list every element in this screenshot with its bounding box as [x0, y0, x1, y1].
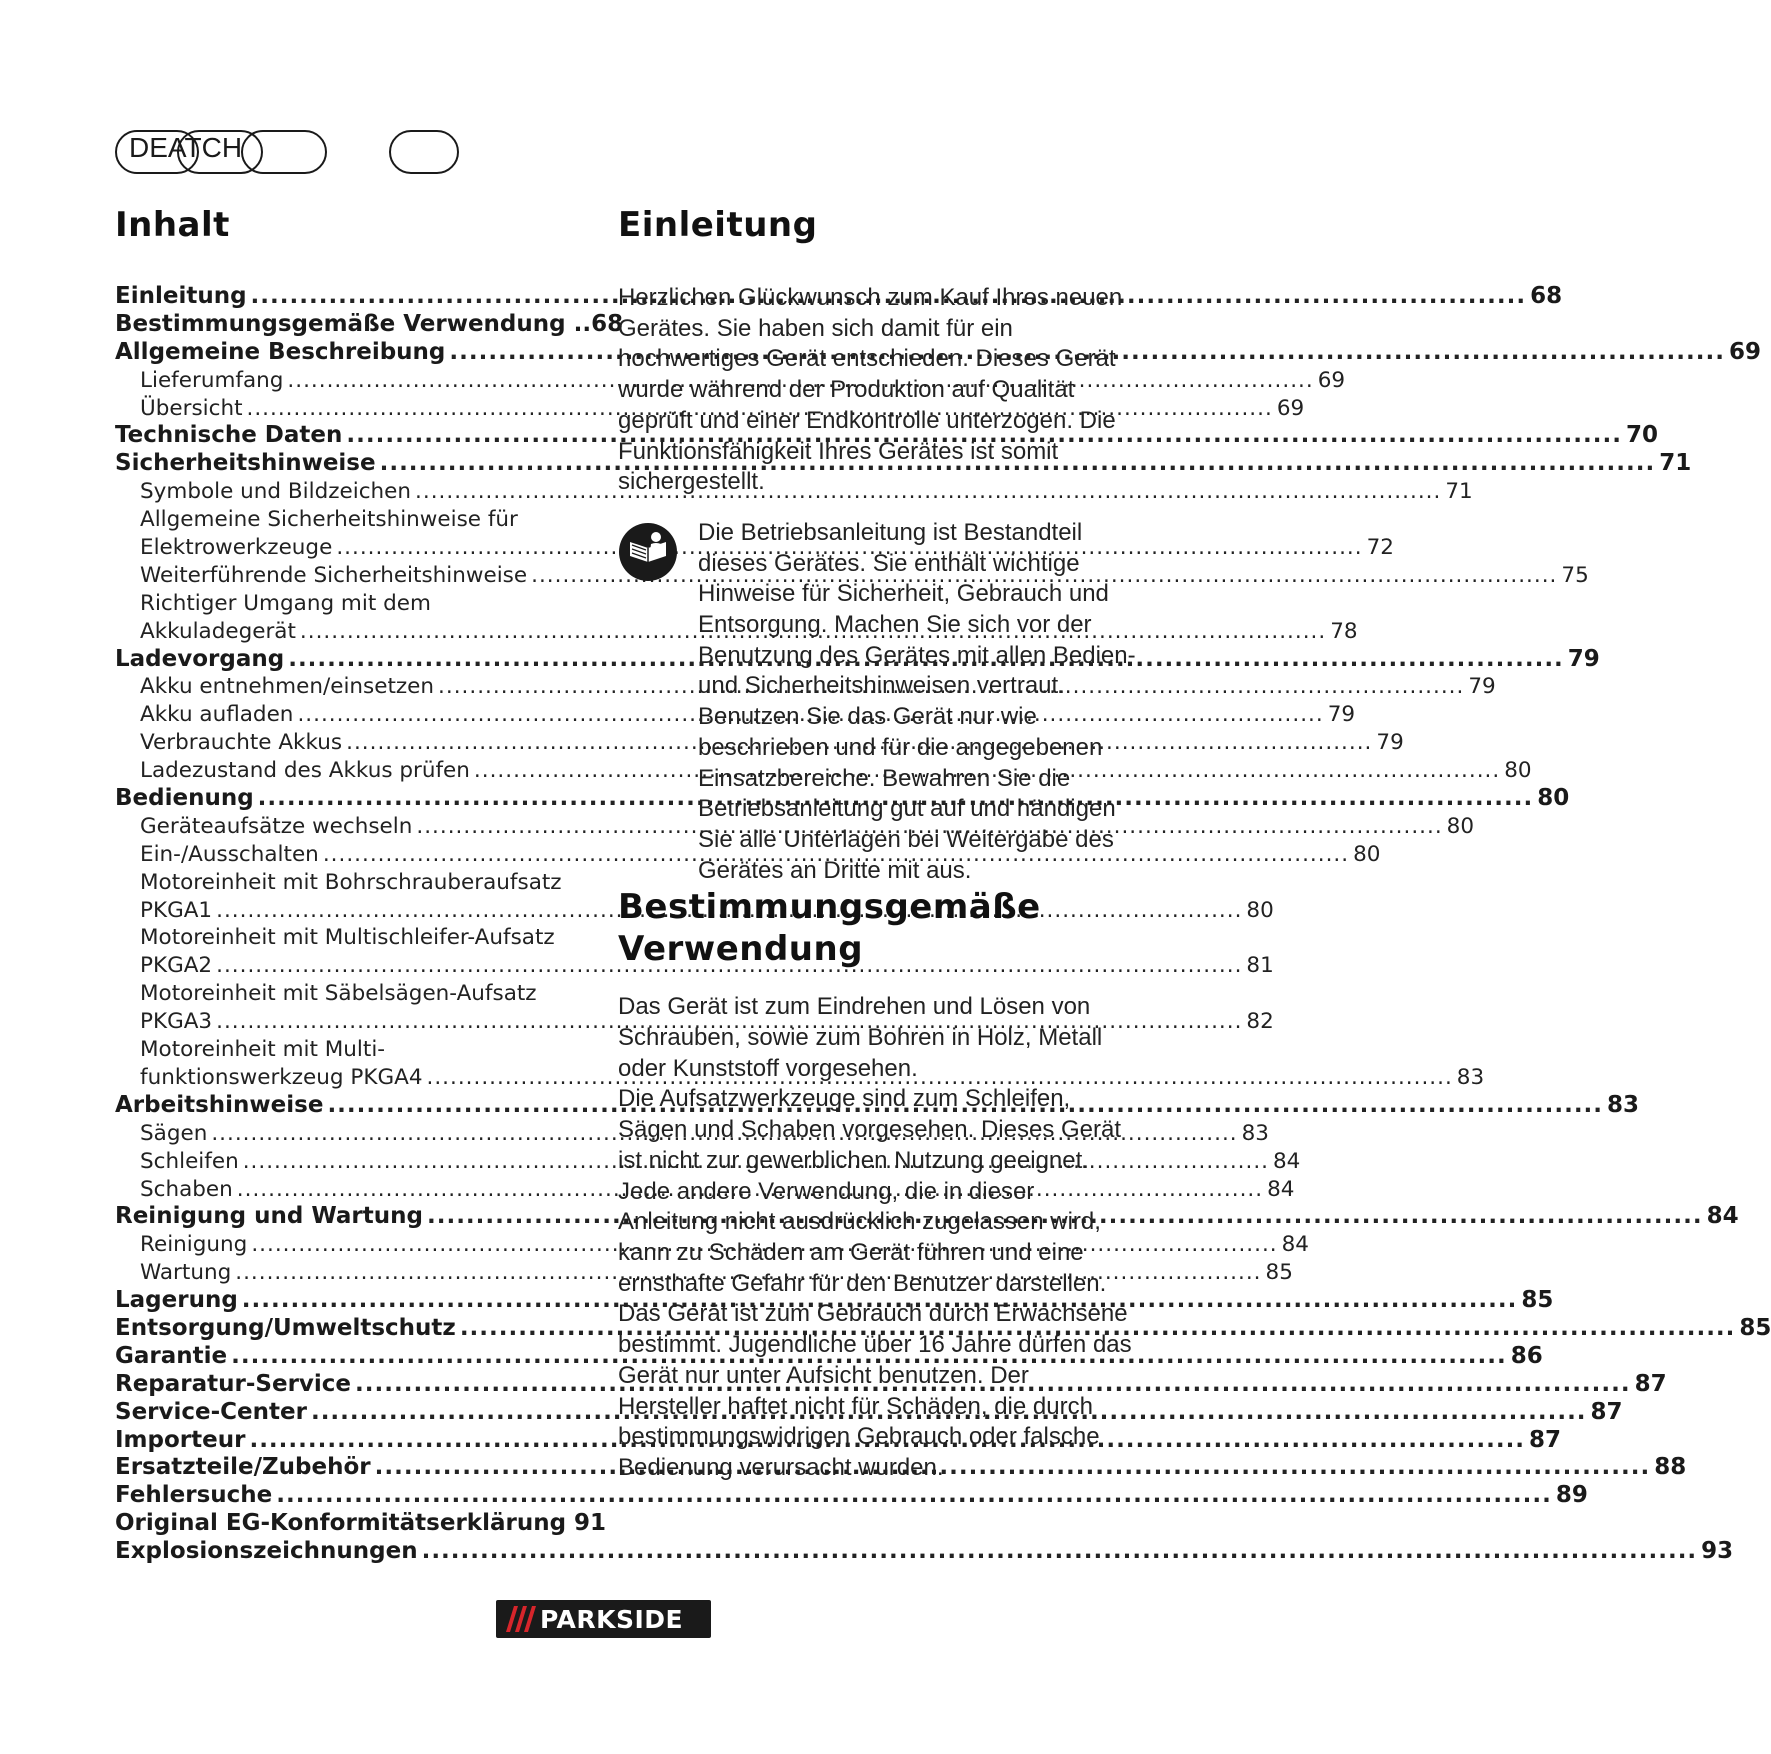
toc-entry-page: 80	[1504, 758, 1532, 784]
toc-entry-label: Allgemeine Beschreibung	[115, 338, 446, 365]
toc-entry-page: 75	[1561, 562, 1589, 588]
badge-outline-empty	[389, 130, 459, 174]
manual-notice-text: Die Betriebsanleitung ist Bestandteil dieses Gerätes. Sie enthält wichtige Hinweise für Sicherheit, Gebrauch und Entsorgung. Machen Sie sich vor der Benutzung des Gerätes mit allen Bedien- und Sicherheitshinweisen vertraut. Benutzen Sie das Gerät nur wie beschrieben und für die angegebenen Einsatzbereiche. Bewahren Sie die Betriebsanleitung gut auf und händigen Sie alle Unterlagen bei Weitergabe des Gerätes an Dritte mit aus.	[698, 518, 1136, 884]
toc-entry-label: Wartung	[140, 1260, 232, 1286]
manual-notice	[618, 518, 1138, 886]
logo-brand-text: PARKSIDE	[540, 1604, 684, 1634]
einleitung-title: Einleitung	[618, 205, 818, 245]
toc-entry	[115, 506, 595, 534]
toc-entry	[115, 478, 1473, 506]
toc-entry-label: Motoreinheit mit Säbelsägen-Aufsatz	[140, 981, 537, 1007]
toc-entry-label: Arbeitshinweise	[115, 1091, 324, 1118]
toc-entry-page: 85	[1265, 1260, 1293, 1286]
toc-entry-page: 70	[1625, 422, 1658, 449]
toc-entry-page: 84	[1273, 1148, 1301, 1174]
toc-entry-page: 81	[1246, 953, 1274, 979]
einleitung-intro: Herzlichen Glückwunsch zum Kauf Ihres neuen Gerätes. Sie haben sich damit für ein hochwertiges Gerät entschieden. Dieses Gerät wurde während der Produktion auf Qualität geprüft und einer Endkontrolle unterzogen. Die Funktionsfähigkeit Ihres Gerätes ist somit sichergestellt.	[618, 284, 1123, 496]
toc-entry-page: 93	[1701, 1538, 1734, 1565]
bestimmung-title	[618, 886, 1138, 970]
toc-entry	[115, 673, 1496, 701]
toc-entry-label: Bestimmungsgemäße Verwendung ..68	[115, 310, 624, 337]
toc-entry-page: 71	[1659, 450, 1692, 477]
bestimmung-title-line2: Verwendung	[618, 929, 864, 970]
toc-entry-label: Entsorgung/Umweltschutz	[115, 1314, 456, 1341]
toc-entry	[115, 1287, 1554, 1315]
toc-entry	[115, 813, 1475, 841]
toc-entry	[115, 1120, 1269, 1148]
toc-entry-label: Übersicht	[140, 395, 243, 421]
toc-entry	[115, 338, 1761, 367]
toc-entry-leader	[422, 1538, 1698, 1566]
toc-entry-label: Richtiger Umgang mit dem	[140, 590, 431, 616]
toc-entry	[115, 422, 1658, 450]
toc-entry	[115, 1482, 1588, 1510]
bestimmung-body	[618, 992, 1138, 1483]
toc-entry-label: Motoreinheit mit Multischleifer-Aufsatz	[140, 925, 555, 951]
toc-entry-page: 80	[1446, 813, 1475, 839]
toc-entry-label: Ladevorgang	[115, 645, 285, 672]
toc-entry-page: 87	[1529, 1426, 1562, 1453]
parkside-logo	[496, 1600, 711, 1638]
toc-entry-page: 80	[1353, 841, 1381, 867]
toc-entry-label: Einleitung	[115, 283, 247, 309]
toc-entry	[115, 952, 1274, 980]
toc-entry	[115, 618, 1358, 646]
toc-entry-page: 79	[1327, 702, 1356, 728]
toc-entry	[115, 980, 595, 1008]
toc-entry	[115, 1036, 595, 1064]
toc-entry	[115, 1314, 1771, 1343]
toc-entry	[115, 395, 1305, 423]
toc-entry-label: PKGA2	[140, 953, 213, 979]
toc-entry	[115, 1342, 1543, 1371]
toc-entry	[115, 367, 1346, 395]
toc-entry	[115, 1008, 1274, 1036]
toc-entry-label: Akkuladegerät	[140, 618, 296, 644]
bestimmung-paragraph-3: Jede andere Verwendung, die in dieser Anleitung nicht ausdrücklich zugelassen wird, kann zu Schäden am Gerät führen und eine ernsthafte Gefahr für den Benutzer darstellen.	[618, 1177, 1107, 1297]
language-codes: DEATCH	[129, 132, 243, 163]
toc-entry	[115, 562, 1589, 590]
toc-entry-label: Elektrowerkzeuge	[140, 535, 333, 561]
toc-entry-label: PKGA1	[140, 897, 213, 923]
toc-entry-label: Sägen	[140, 1120, 208, 1146]
toc-entry-page: 85	[1521, 1287, 1554, 1314]
toc-entry-label: Garantie	[115, 1342, 228, 1369]
toc-entry	[115, 534, 1394, 562]
toc-entry	[115, 1426, 1562, 1455]
toc-entry-label: Importeur	[115, 1426, 246, 1453]
toc-entry	[115, 1148, 1301, 1176]
toc-entry	[115, 1203, 1739, 1231]
toc-entry-page: 83	[1241, 1120, 1269, 1146]
toc-entry-label: Original EG-Konformitätserklärung	[115, 1510, 567, 1537]
toc-entry-page: 79	[1567, 645, 1600, 672]
toc-entry-label: Schaben	[140, 1176, 233, 1202]
toc-entry-page: 87	[1590, 1398, 1623, 1425]
toc-entry-page: 80	[1246, 897, 1274, 923]
toc-entry-page: 84	[1267, 1176, 1295, 1202]
toc-entry	[115, 1398, 1623, 1427]
toc-entry-label: Lagerung	[115, 1287, 238, 1314]
toc-entry-page: 69	[1317, 367, 1346, 393]
toc-entry-label: Geräteaufsätze wechseln	[140, 813, 413, 839]
toc-entry	[115, 701, 1356, 729]
toc-entry-label: Service-Center	[115, 1398, 307, 1425]
toc-entry-page: 87	[1634, 1370, 1667, 1397]
toc-entry	[115, 841, 1381, 869]
read-manual-icon	[618, 522, 678, 582]
toc-entry-label: Akku aufladen	[140, 702, 294, 728]
bestimmung-paragraph-1: Das Gerät ist zum Eindrehen und Lösen von Schrauben, sowie zum Bohren in Holz, Metall oder Kunststoff vorgesehen.	[618, 993, 1103, 1082]
toc-entry	[115, 283, 1563, 311]
bestimmung-paragraph-4: Das Gerät ist zum Gebrauch durch Erwachsene bestimmt. Jugendliche über 16 Jahre dürfen das Gerät nur unter Aufsicht benutzen. Der Hersteller haftet nicht für Schäden, die durch bestimmungswidrigen Gebrauch oder falsche Bedienung verursacht wurden.	[618, 1300, 1132, 1481]
toc-entry-label: Sicherheitshinweise	[115, 450, 376, 477]
toc-entry-label: Bedienung	[115, 785, 254, 812]
toc-entry	[115, 1510, 607, 1538]
toc-entry-label: Symbole und Bildzeichen	[140, 479, 412, 505]
toc-entry-page: 84	[1281, 1232, 1309, 1258]
toc-entry-page: 69	[1276, 395, 1305, 421]
toc-entry-label: Technische Daten	[115, 422, 343, 449]
toc-entry-label: Weiterführende Sicherheitshinweise	[140, 562, 528, 588]
toc-entry-page: 71	[1445, 479, 1473, 505]
toc-entry-page: 69	[1728, 338, 1761, 365]
toc-entry-label: Schleifen	[140, 1148, 239, 1174]
toc-entry-page: 83	[1456, 1064, 1485, 1090]
toc-entry-label: Reinigung und Wartung	[115, 1203, 423, 1230]
toc-title: Inhalt	[115, 205, 230, 245]
toc-entry-page: 85	[1739, 1314, 1771, 1341]
toc-entry	[115, 645, 1600, 674]
toc-entry-page: 86	[1510, 1342, 1543, 1369]
toc-entry-label: Ladezustand des Akkus prüfen	[140, 758, 470, 784]
toc-entry-label: Akku entnehmen/einsetzen	[140, 674, 435, 700]
toc-entry	[115, 1370, 1667, 1399]
toc-entry-label: Lieferumfang	[140, 367, 284, 393]
toc-entry-page: 89	[1555, 1482, 1588, 1509]
bestimmung-paragraph-2: Die Aufsatzwerkzeuge sind zum Schleifen, Sägen und Schaben vorgesehen. Dieses Gerät ist nicht zur gewerblichen Nutzung geeignet.	[618, 1085, 1122, 1174]
toc-entry-page: 83	[1607, 1091, 1640, 1118]
toc-entry-page: 79	[1376, 730, 1404, 756]
badge-outline-ch	[241, 130, 327, 174]
bestimmung-title-line1: Bestimmungsgemäße	[618, 887, 1041, 928]
right-column	[618, 205, 1138, 1484]
toc-entry-page: 78	[1330, 618, 1358, 644]
toc-entry-label: Motoreinheit mit Multi-	[140, 1037, 386, 1063]
toc-entry	[115, 729, 1404, 757]
toc-entry-label: Ersatzteile/Zubehör	[115, 1454, 371, 1481]
toc-entry	[115, 1259, 1293, 1287]
toc-entry-label: Allgemeine Sicherheitshinweise für	[140, 507, 518, 533]
toc-entry	[115, 757, 1532, 785]
toc-entry-label: funktionswerkzeug PKGA4	[140, 1064, 423, 1090]
toc-entry-page: 84	[1706, 1203, 1739, 1230]
toc-entry-page: 68	[1530, 283, 1563, 309]
toc-entry-page: 79	[1468, 674, 1496, 700]
toc-entry-label: Motoreinheit mit Bohrschrauberaufsatz	[140, 869, 562, 895]
toc-entry	[115, 310, 624, 339]
toc-entry-label: Reinigung	[140, 1232, 248, 1258]
toc-entry-label: Ein-/Ausschalten	[140, 841, 319, 867]
toc-entry-page: 91	[574, 1510, 607, 1537]
toc-entry	[115, 924, 595, 952]
toc-entry-label: Explosionszeichnungen	[115, 1538, 418, 1565]
toc-entry-leader	[276, 1482, 1552, 1510]
toc-entry	[115, 869, 595, 897]
toc-entry	[115, 1538, 1734, 1566]
toc-entry	[115, 785, 1570, 813]
logo-stripes-icon	[496, 1600, 540, 1638]
toc-entry-label: Reparatur-Service	[115, 1370, 352, 1397]
toc-entry	[115, 590, 595, 618]
toc-entry-page: 80	[1537, 785, 1570, 812]
toc-entry	[115, 1091, 1640, 1120]
toc-entry	[115, 1454, 1687, 1482]
toc-entry-page: 72	[1366, 535, 1394, 561]
toc-entry-page: 82	[1246, 1009, 1274, 1035]
toc-entry	[115, 450, 1692, 478]
toc-entry	[115, 1176, 1295, 1204]
toc-entry-label: Fehlersuche	[115, 1482, 273, 1509]
toc-entry-page: 88	[1654, 1454, 1687, 1481]
toc-entry-label: Verbrauchte Akkus	[140, 730, 343, 756]
toc-entry-label: PKGA3	[140, 1009, 213, 1035]
toc-entry	[115, 1064, 1485, 1092]
toc-entry	[115, 1231, 1309, 1259]
